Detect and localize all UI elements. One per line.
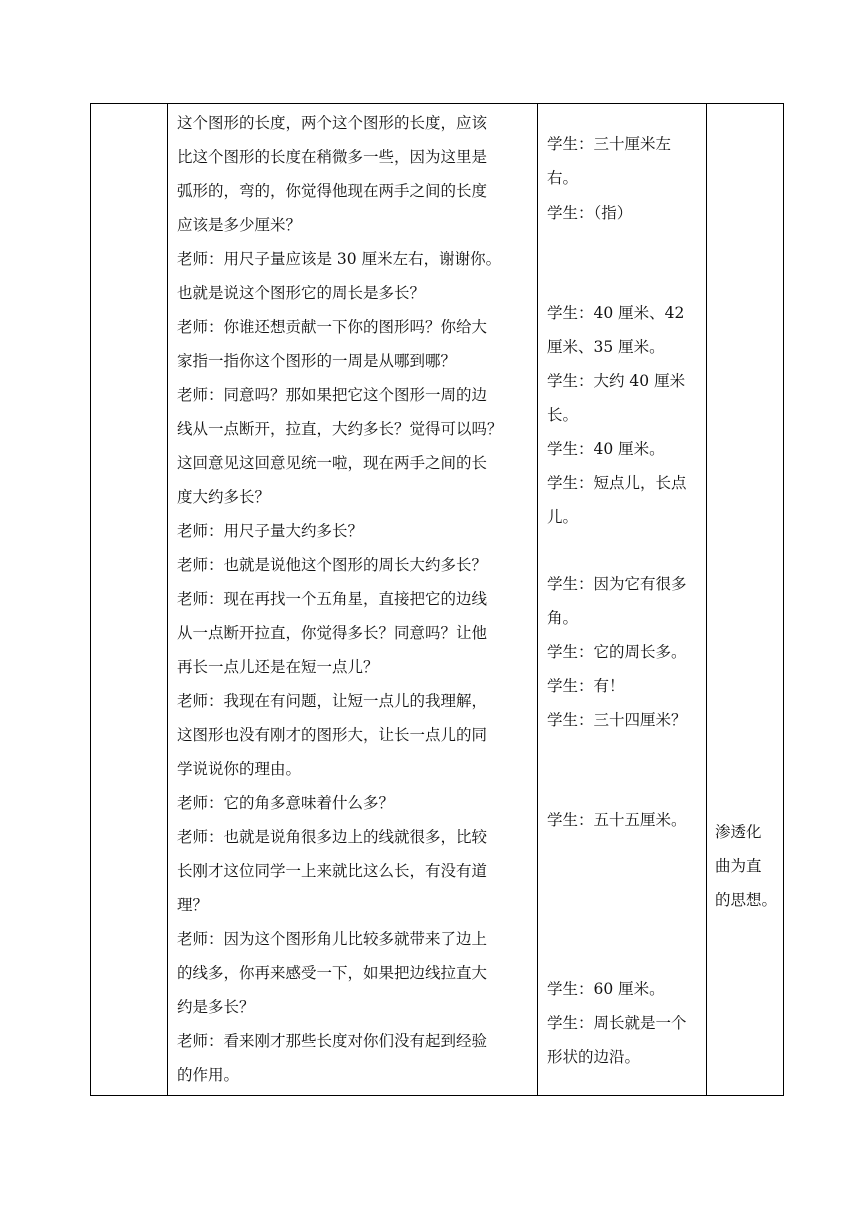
student-line: 学生：因为它有很多 [547,575,687,593]
intent-line: 曲为直 [715,857,762,875]
teacher-line: 老师：看来刚才那些长度对你们没有起到经验 [177,1032,488,1050]
student-line: 学生：40 厘米。 [547,440,665,458]
teacher-line: 弧形的，弯的，你觉得他现在两手之间的长度 [177,182,488,200]
table-border-right [783,103,784,1096]
teacher-line: 这回意见这回意见统一啦，现在两手之间的长 [177,454,488,472]
table-divider-3 [706,103,707,1096]
intent-line: 渗透化 [715,823,762,841]
teacher-line: 的作用。 [177,1066,240,1084]
teacher-line: 家指一指你这个图形的一周是从哪到哪？ [177,352,457,370]
student-line: 学生：40 厘米、42 [547,304,685,322]
teacher-line: 理？ [177,896,209,914]
teacher-line: 约是多长？ [177,998,255,1016]
student-line: 学生：（指） [547,204,633,222]
teacher-line: 也就是说这个图形它的周长是多长？ [177,284,426,302]
student-line: 长。 [547,406,579,424]
student-line: 学生：短点儿，长点 [547,474,687,492]
teacher-line: 老师：现在再找一个五角星，直接把它的边线 [177,590,488,608]
teacher-line: 老师：因为这个图形角儿比较多就带来了边上 [177,930,488,948]
teacher-line: 老师：你谁还想贡献一下你的图形吗？你给大 [177,318,488,336]
table-border-left [90,103,91,1096]
teacher-line: 学说说你的理由。 [177,760,302,778]
teacher-line: 从一点断开拉直，你觉得多长？同意吗？让他 [177,624,488,642]
teacher-line: 老师：同意吗？那如果把它这个图形一周的边 [177,386,488,404]
student-line: 学生：周长就是一个 [547,1014,687,1032]
teacher-line: 应该是多少厘米？ [177,216,302,234]
student-line: 厘米、35 厘米。 [547,338,665,356]
teacher-line: 比这个图形的长度在稍微多一些，因为这里是 [177,148,488,166]
teacher-line: 老师：也就是说他这个图形的周长大约多长？ [177,556,488,574]
student-line: 儿。 [547,508,579,526]
teacher-line: 老师：用尺子量大约多长？ [177,522,364,540]
teacher-line: 度大约多长？ [177,488,271,506]
student-line: 形状的边沿。 [547,1048,641,1066]
intent-line: 的思想。 [715,891,778,909]
teacher-line: 再长一点儿还是在短一点儿？ [177,658,379,676]
student-line: 学生：五十五厘米。 [547,811,687,829]
teacher-line: 这图形也没有刚才的图形大，让长一点儿的同 [177,726,488,744]
student-line: 学生：它的周长多。 [547,643,687,661]
teacher-line: 老师：它的角多意味着什么多？ [177,794,395,812]
student-line: 角。 [547,609,579,627]
student-line: 学生：三十四厘米？ [547,711,687,729]
teacher-line: 老师：我现在有问题，让短一点儿的我理解， [177,692,488,710]
teacher-line: 长刚才这位同学一上来就比这么长，有没有道 [177,862,488,880]
table-divider-2 [537,103,538,1096]
teacher-line: 的线多，你再来感受一下，如果把边线拉直大 [177,964,488,982]
teacher-line: 这个图形的长度，两个这个图形的长度，应该 [177,114,488,132]
student-line: 学生：大约 40 厘米 [547,372,686,390]
student-line: 学生：三十厘米左 [547,135,672,153]
student-line: 学生：有！ [547,677,625,695]
student-line: 右。 [547,169,579,187]
teacher-line: 线从一点断开，拉直，大约多长？觉得可以吗？ [177,420,503,438]
teacher-line: 老师：也就是说角很多边上的线就很多，比较 [177,828,488,846]
table-divider-1 [167,103,168,1096]
teacher-line: 老师：用尺子量应该是 30 厘米左右，谢谢你。 [177,250,502,268]
student-line: 学生：60 厘米。 [547,980,665,998]
